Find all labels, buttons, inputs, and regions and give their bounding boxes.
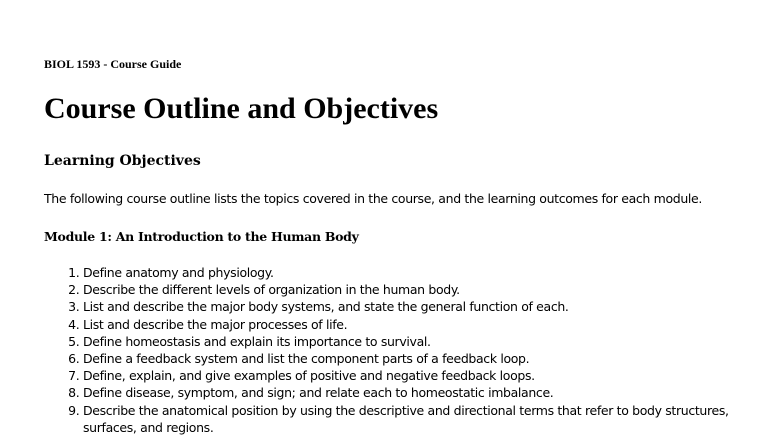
learning-objectives-heading: Learning Objectives bbox=[44, 153, 201, 169]
module-1-heading: Module 1: An Introduction to the Human Body bbox=[44, 229, 359, 244]
page-title: Course Outline and Objectives bbox=[44, 92, 439, 125]
objective-item: 5. Define homeostasis and explain its importance to survival. bbox=[83, 333, 743, 350]
course-outline-intro: The following course outline lists the topics covered in the course, and the learning outcomes for each module. bbox=[44, 191, 702, 206]
objective-item: 3. List and describe the major body systems, and state the general function of each. bbox=[83, 298, 743, 315]
objective-item: 2. Describe the different levels of organization in the human body. bbox=[83, 281, 743, 298]
objective-item: 1. Define anatomy and physiology. bbox=[83, 264, 743, 281]
objective-item: 7. Define, explain, and give examples of positive and negative feedback loops. bbox=[83, 367, 743, 384]
objective-item: 8. Define disease, symptom, and sign; and relate each to homeostatic imbalance. bbox=[83, 384, 743, 401]
objective-item: 6. Define a feedback system and list the component parts of a feedback loop. bbox=[83, 350, 743, 367]
objective-item: 4. List and describe the major processes of life. bbox=[83, 316, 743, 333]
course-guide-label: BIOL 1593 - Course Guide bbox=[44, 57, 182, 71]
module-1-objectives-list bbox=[44, 264, 743, 436]
objective-item: 9. Describe the anatomical position by using the descriptive and directional terms that refer to body structures, surfaces, and regions. bbox=[83, 402, 743, 436]
